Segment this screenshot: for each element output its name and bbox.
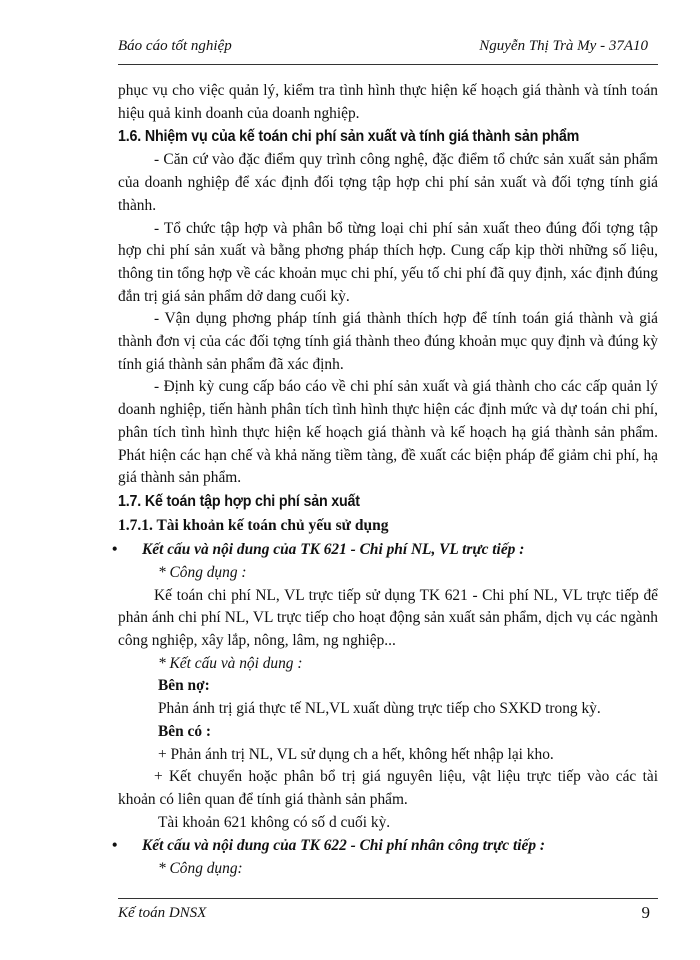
- page-header: [118, 38, 658, 65]
- intro-paragraph: phục vụ cho việc quản lý, kiểm tra tình hình thực hiện kế hoạch giá thành và tính toán hiệu quả kinh doanh của doanh nghiệp.: [118, 82, 658, 122]
- ket-cau-label: * Kết cấu và nội dung :: [158, 654, 303, 672]
- paragraph-3: - Vận dụng phơng pháp tính giá thành thích hợp để tính toán giá thành và giá thành đơn vị của các đối tợng tính giá thành theo đúng khoản mục quy định và đúng kỳ tính giá thành sản phẩm đã xác định.: [118, 310, 658, 373]
- cong-dung-label: * Công dụng :: [158, 563, 247, 581]
- page-body: [112, 80, 658, 881]
- paragraph-4: - Định kỳ cung cấp báo cáo về chi phí sản xuất và giá thành cho các cấp quản lý doanh nghiệp, tiến hành phân tích tình hình thực hiện các định mức và dự toán chi phí, phân tích tình hình thực hiện kế hoạch giá thành và kế hoạch hạ giá thành sản phẩm. Phát hiện các hạn chế và khả năng tiềm tàng, đề xuất các biện pháp để giảm chi phí, hạ giá thành sản phẩm.: [118, 378, 658, 487]
- page-footer: [118, 898, 658, 922]
- bullet-tk-622-text: Kết cấu và nội dung của TK 622 - Chi phí nhân công trực tiếp :: [142, 837, 546, 855]
- header-author: Nguyễn Thị Trà My - 37A10: [479, 38, 648, 54]
- bullet-icon: •: [112, 837, 118, 855]
- paragraph-621-use: Kế toán chi phí NL, VL trực tiếp sử dụng TK 621 - Chi phí NL, VL trực tiếp để phản ánh chi phí NL, VL trực tiếp cho hoạt động sản xuất sản phẩm, dịch vụ các ngành công nghiệp, xây lắp, nông, lâm, ng nghiệp...: [118, 586, 658, 650]
- bullet-tk-621: [112, 538, 658, 562]
- ben-co-item-2: + Kết chuyển hoặc phân bổ trị giá nguyên liệu, vật liệu trực tiếp vào các tài khoản có liên quan để tính giá thành sản phẩm.: [118, 768, 658, 808]
- page-number: 9: [641, 903, 650, 922]
- bullet-tk-621-text: Kết cấu và nội dung của TK 621 - Chi phí NL, VL trực tiếp :: [142, 540, 525, 558]
- footer-label: Kế toán DNSX: [118, 905, 207, 921]
- ben-co-label: Bên có :: [158, 722, 212, 740]
- ben-co-item-1: + Phản ánh trị NL, VL sử dụng ch a hết, không hết nhập lại kho.: [158, 745, 554, 763]
- subsection-1-7-1-heading: 1.7.1. Tài khoản kế toán chủ yếu sử dụng: [118, 516, 389, 534]
- paragraph-1: - Căn cứ vào đặc điểm quy trình công nghệ, đặc điểm tổ chức sản xuất sản phẩm của doanh nghiệp để xác định đối tợng tập hợp chi phí sản xuất và đối tợng tính giá thành.: [118, 151, 658, 214]
- bullet-icon: •: [112, 540, 118, 558]
- bullet-tk-622: [112, 834, 658, 858]
- ben-no-label: Bên nợ:: [158, 677, 210, 695]
- paragraph-2: - Tổ chức tập hợp và phân bổ từng loại chi phí sản xuất theo đúng đối tợng tập hợp chi phí sản xuất và bằng phơng pháp thích hợp. Cung cấp kịp thời những số liệu, thông tin tổng hợp về các khoản mục chi phí, yếu tố chi phí đã quy định, xác định đúng đắn trị giá sản phẩm dở dang cuối kỳ.: [118, 219, 658, 305]
- tk-621-no-balance: Tài khoản 621 không có số d cuối kỳ.: [158, 813, 391, 831]
- section-1-6-heading: 1.6. Nhiệm vụ của kế toán chi phí sản xuất và tính giá thành sản phẩm: [118, 128, 580, 146]
- cong-dung-622-label: * Công dụng:: [158, 860, 243, 878]
- header-report-title: Báo cáo tốt nghiệp: [118, 38, 232, 54]
- ben-no-text: Phản ánh trị giá thực tế NL,VL xuất dùng trực tiếp cho SXKD trong kỳ.: [158, 700, 601, 718]
- section-1-7-heading: 1.7. Kế toán tập hợp chi phí sản xuất: [118, 492, 360, 510]
